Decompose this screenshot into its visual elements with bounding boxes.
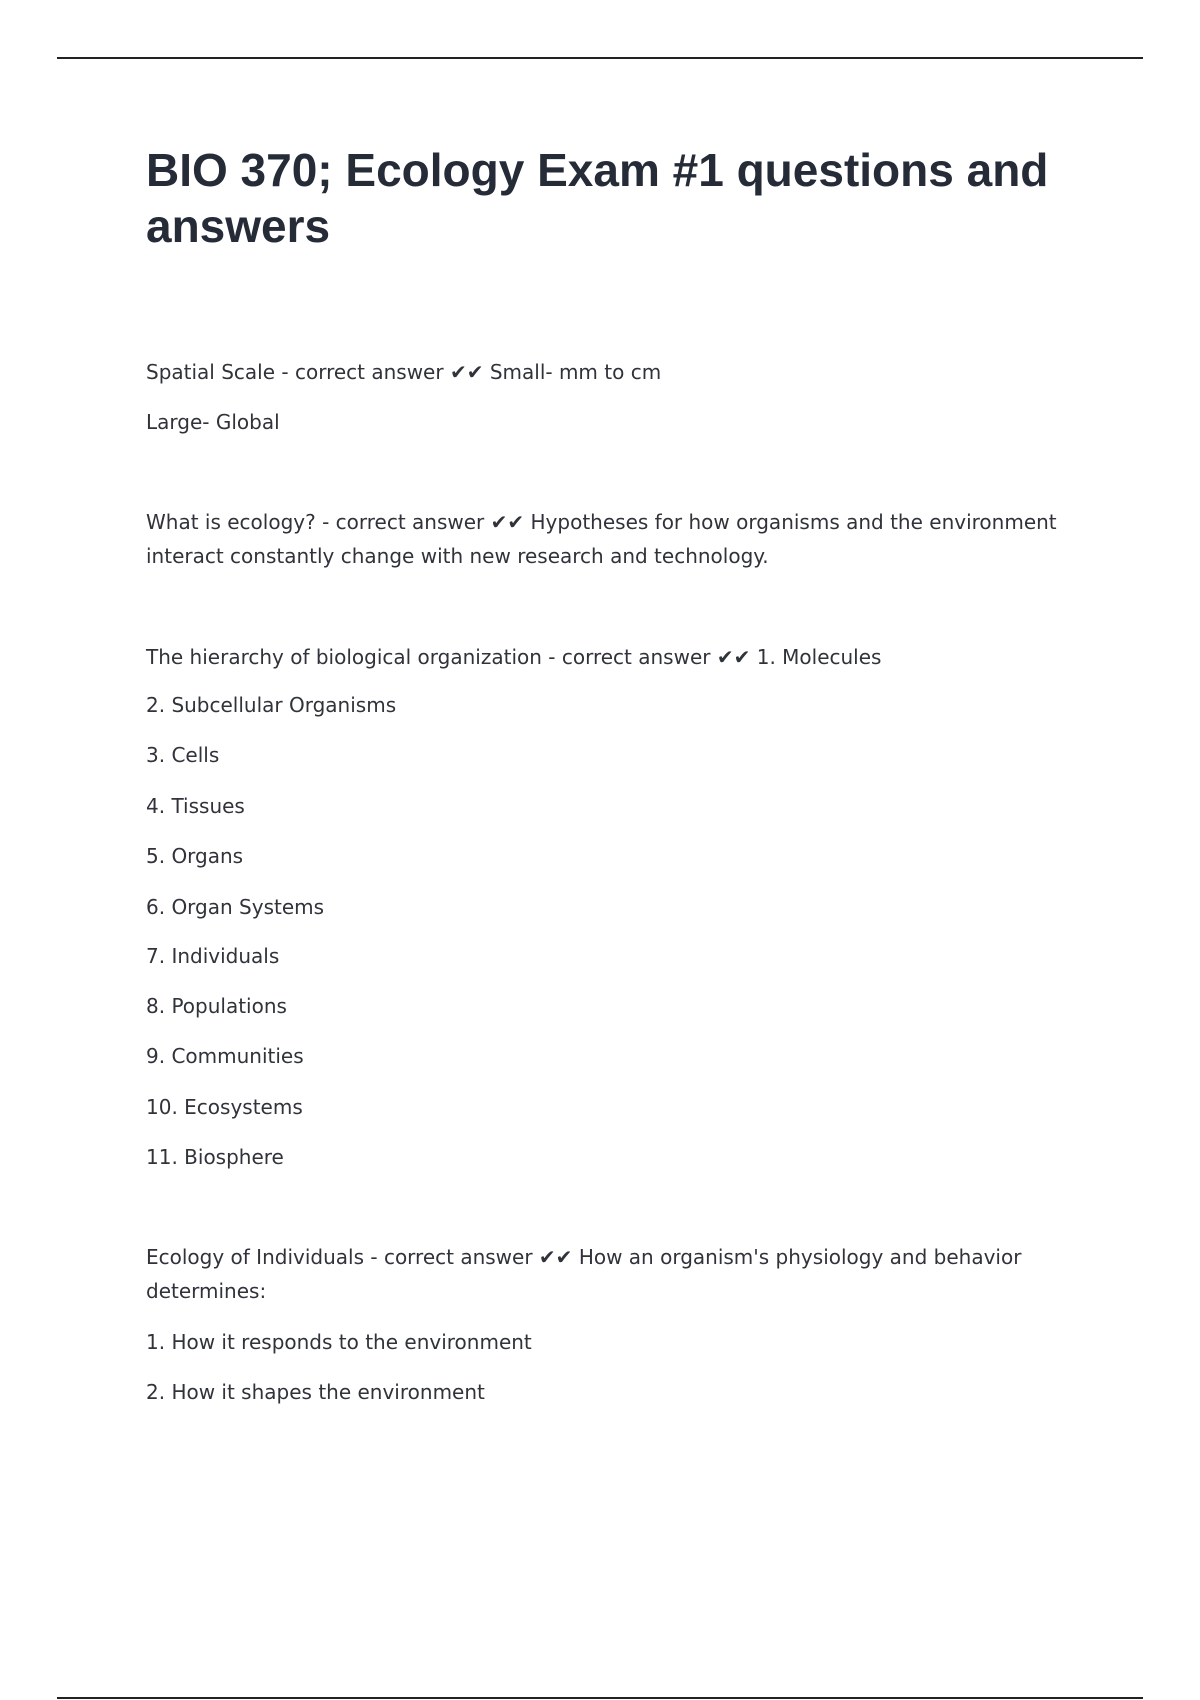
answer-text: 1. Molecules bbox=[756, 645, 882, 669]
question-text: What is ecology? bbox=[146, 510, 316, 534]
answer-separator: - correct answer ✔✔ bbox=[315, 510, 531, 534]
list-item: 10. Ecosystems bbox=[146, 1095, 303, 1119]
list-item: 7. Individuals bbox=[146, 944, 280, 968]
question-text: The hierarchy of biological organization bbox=[146, 645, 542, 669]
list-item: 5. Organs bbox=[146, 844, 244, 868]
question-text: Spatial Scale bbox=[146, 360, 276, 384]
list-item: 8. Populations bbox=[146, 994, 287, 1018]
qa-item-3-question-line bbox=[146, 640, 881, 674]
list-item: 6. Organ Systems bbox=[146, 895, 325, 919]
qa-item-2-question-line bbox=[146, 505, 1066, 573]
document-title: BIO 370; Ecology Exam #1 questions and answers bbox=[146, 144, 1049, 252]
answer-text: Small- mm to cm bbox=[489, 360, 662, 384]
answer-line: Large- Global bbox=[146, 410, 280, 434]
qa-item-1-question-line bbox=[146, 355, 661, 389]
answer-separator: - correct answer ✔✔ bbox=[364, 1245, 579, 1269]
qa-item-4-question-line bbox=[146, 1240, 1066, 1308]
question-text: Ecology of Individuals bbox=[146, 1245, 365, 1269]
list-item: 2. Subcellular Organisms bbox=[146, 693, 397, 717]
top-rule bbox=[57, 57, 1143, 59]
list-item: 9. Communities bbox=[146, 1044, 304, 1068]
list-item: 2. How it shapes the environment bbox=[146, 1380, 485, 1404]
list-item: 3. Cells bbox=[146, 743, 220, 767]
answer-text: How an organism's physiology and behavior determines: bbox=[146, 1245, 1022, 1303]
bottom-rule bbox=[57, 1697, 1143, 1699]
answer-text: Hypotheses for how organisms and the environment interact constantly change with new research and technology. bbox=[146, 510, 1057, 568]
list-item: 11. Biosphere bbox=[146, 1145, 284, 1169]
answer-separator: - correct answer ✔✔ bbox=[275, 360, 490, 384]
list-item: 4. Tissues bbox=[146, 794, 245, 818]
answer-separator: - correct answer ✔✔ bbox=[541, 645, 757, 669]
list-item: 1. How it responds to the environment bbox=[146, 1330, 532, 1354]
